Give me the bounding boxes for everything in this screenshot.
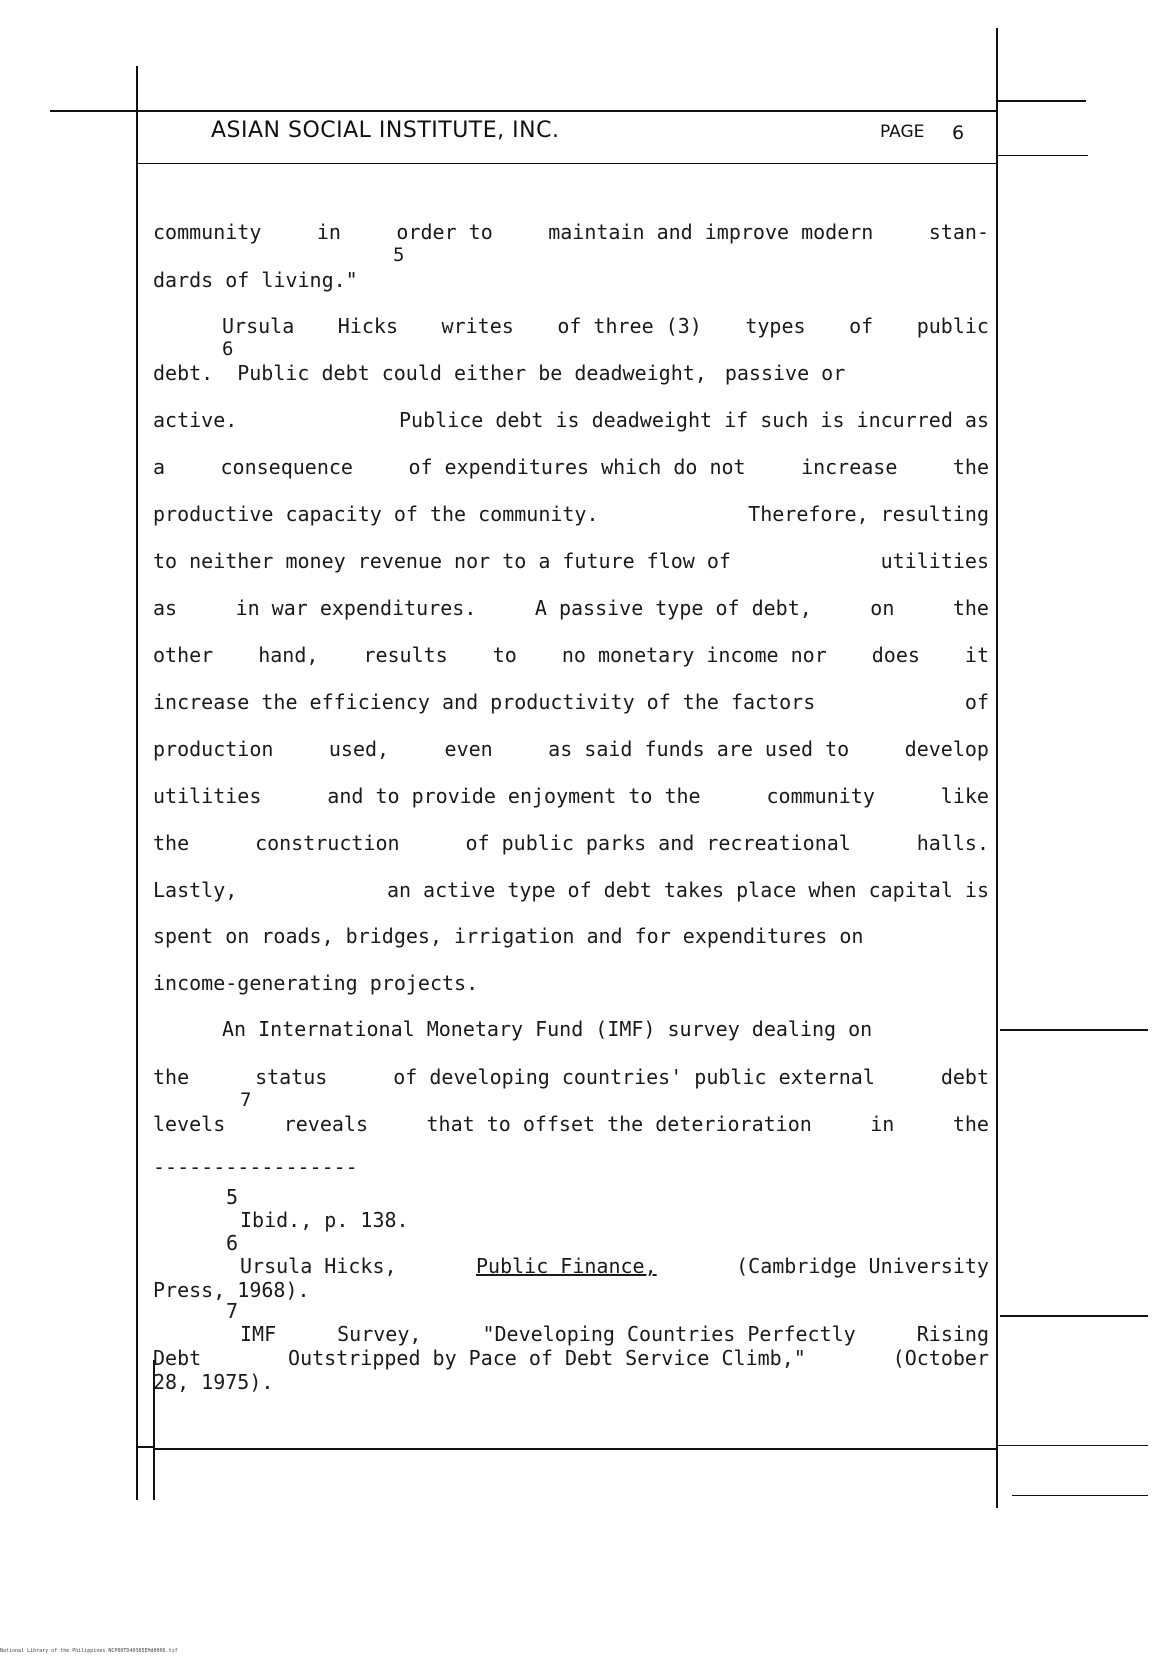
footnote-7-line-1: IMF Survey, "Developing Countries Perfectly Rising — [240, 1322, 989, 1346]
body-line-15: Lastly, an active type of debt takes place when capital is — [153, 878, 989, 902]
left-margin-rule — [136, 66, 138, 1500]
body-line-1: community in order to maintain and improve modern stan- — [153, 220, 989, 244]
body-line-11: increase the efficiency and productivity of the factors of — [153, 690, 989, 714]
body-line-5: active. Publice debt is deadweight if such is incurred as — [153, 408, 989, 432]
body-line-7: productive capacity of the community. Therefore, resulting — [153, 502, 989, 526]
body-line-12: production used, even as said funds are used to develop — [153, 737, 989, 761]
footnote-6-line-1: Ursula Hicks, Public Finance, (Cambridge University — [240, 1254, 989, 1278]
institute-title: ASIAN SOCIAL INSTITUTE, INC. — [211, 118, 560, 143]
body-line-17: income-generating projects. — [153, 971, 479, 995]
body-line-13: utilities and to provide enjoyment to the community like — [153, 784, 989, 808]
body-line-2: dards of living." — [153, 268, 358, 292]
body-line-20: levels reveals that to offset the deterioration in the — [153, 1112, 989, 1136]
right-margin-rule — [996, 28, 998, 1508]
header-bottom-rule — [138, 163, 996, 164]
body-line-4: debt. Public debt could either be deadweight, passive or — [153, 361, 846, 385]
bottom-rule-right — [998, 1445, 1148, 1446]
book-title: Public Finance, — [476, 1254, 657, 1278]
body-line-19: the status of developing countries' public external debt — [153, 1065, 989, 1089]
body-line-8: to neither money revenue nor to a future flow of utilities — [153, 549, 989, 573]
body-line-10: other hand, results to no monetary income nor does it — [153, 643, 989, 667]
bottom-rule-left-tick — [136, 1446, 154, 1448]
footnote-7-number: 7 — [226, 1299, 239, 1323]
bottom-rule-right-2 — [1012, 1495, 1148, 1496]
footnote-6-line-2: Press, 1968). — [153, 1278, 310, 1302]
body-line-14: the construction of public parks and recreational halls. — [153, 831, 989, 855]
footnote-ref-7: 7 — [240, 1089, 252, 1111]
page-label: PAGE — [880, 122, 925, 142]
footnote-separator: ----------------- — [153, 1155, 358, 1179]
footnote-7-line-2: Debt Outstripped by Pace of Debt Service Climb," (October — [153, 1346, 989, 1370]
body-line-3: Ursula Hicks writes of three (3) types of public — [222, 314, 989, 338]
footnote-5-text: Ibid., p. 138. — [240, 1208, 409, 1232]
body-line-9: as in war expenditures. A passive type of debt, on the — [153, 596, 989, 620]
right-side-rule-2 — [1000, 1315, 1148, 1317]
footnote-7-line-3: 28, 1975). — [153, 1370, 274, 1394]
header-top-rule-right — [998, 100, 1086, 102]
body-line-16: spent on roads, bridges, irrigation and for expenditures on — [153, 924, 864, 948]
bottom-rule — [155, 1448, 996, 1450]
footnote-ref-6: 6 — [222, 338, 234, 360]
footnote-ref-5: 5 — [393, 244, 405, 266]
body-line-6: a consequence of expenditures which do not increase the — [153, 455, 989, 479]
footnote-6-number: 6 — [226, 1231, 239, 1255]
header-top-rule — [50, 110, 996, 112]
right-side-rule-1 — [1000, 1029, 1148, 1031]
header-bottom-rule-right — [998, 155, 1088, 156]
page-number: 6 — [952, 122, 965, 144]
body-line-18: An International Monetary Fund (IMF) survey dealing on — [222, 1017, 873, 1041]
archive-label: National Library of the Philippines NCP00TD40385EHd0006.tif — [0, 1648, 178, 1654]
footnote-5-number: 5 — [226, 1185, 239, 1209]
